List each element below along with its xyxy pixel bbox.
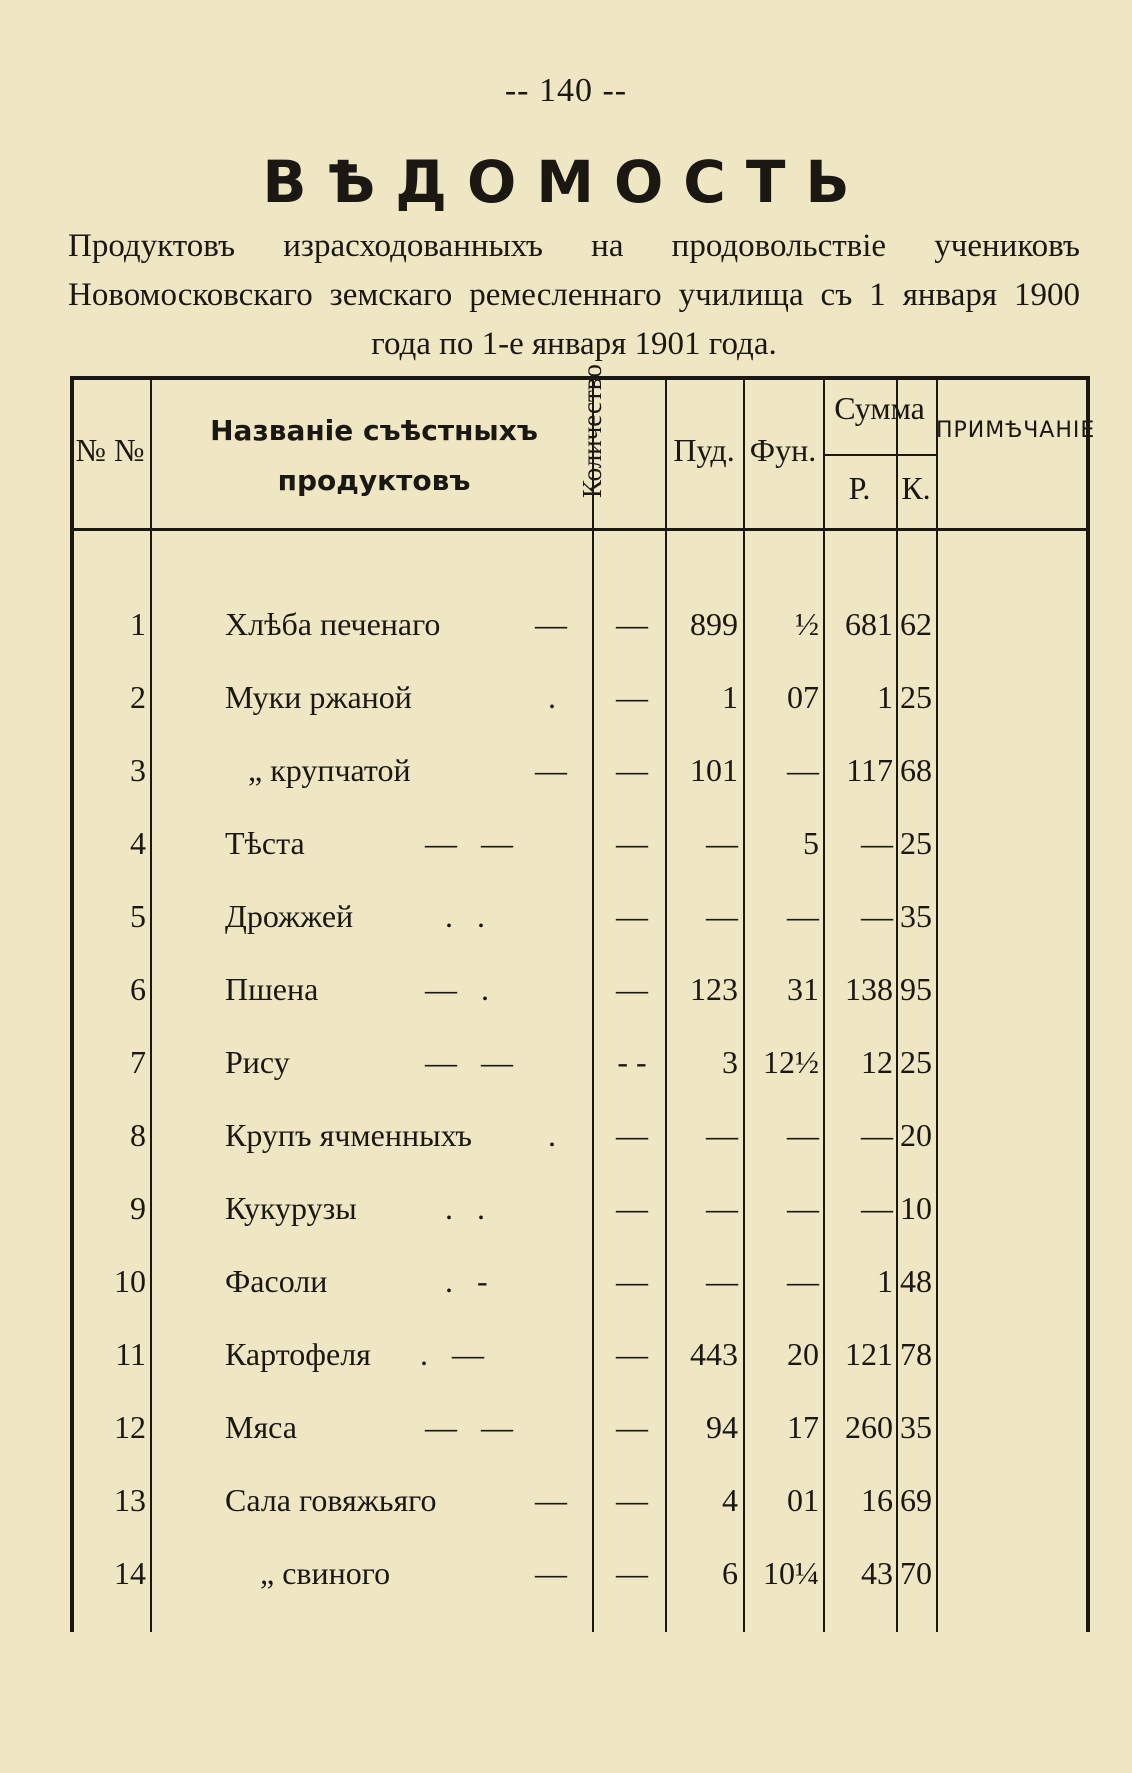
header-quantity-label: Количество	[577, 364, 607, 498]
rubles-value: —	[861, 825, 893, 861]
row-number: 12	[114, 1409, 146, 1445]
funt-value: 01	[787, 1482, 819, 1518]
filler: —	[535, 752, 567, 788]
product-name: Дрожжей	[225, 898, 354, 934]
pud-value: —	[706, 1263, 738, 1299]
row-number: 1	[130, 606, 146, 642]
funt-value: 10¼	[763, 1555, 819, 1591]
table-row	[70, 1188, 1090, 1228]
kopecks-value: 62	[900, 606, 932, 642]
table-row	[70, 1407, 1090, 1447]
provisions-table	[70, 364, 1096, 1632]
funt-value: —	[787, 1263, 819, 1299]
header-pud: Пуд.	[673, 432, 735, 468]
table-row	[70, 1480, 1090, 1520]
header-number: № №	[75, 432, 145, 468]
sum-header-divider	[823, 454, 936, 456]
filler: — —	[425, 1044, 513, 1080]
document-subtitle: Продуктовъ израсходованныхъ на продовольствіе учениковъ Новомосковскаго земскаго ремесленнаго училища съ 1 января 1900 года по 1-е января 1901 года.	[68, 228, 1080, 362]
funt-value: —	[787, 898, 819, 934]
filler: — —	[425, 1409, 513, 1445]
row-number: 4	[130, 825, 146, 861]
rubles-value: 117	[846, 752, 893, 788]
product-name: Рису	[225, 1044, 290, 1080]
funt-value: 5	[803, 825, 819, 861]
rubles-value: 1	[877, 1263, 893, 1299]
kopecks-value: 25	[900, 1044, 932, 1080]
header-note: ПРИМѢЧАНІЕ	[936, 418, 1096, 443]
table-row	[70, 750, 1090, 790]
quantity: —	[616, 1555, 648, 1591]
row-number: 3	[130, 752, 146, 788]
filler: . .	[445, 1190, 485, 1226]
product-name: Кукурузы	[225, 1190, 357, 1226]
product-name: Сала говяжьяго	[225, 1482, 437, 1518]
rubles-value: 16	[861, 1482, 893, 1518]
kopecks-value: 70	[900, 1555, 932, 1591]
quantity: —	[616, 1336, 648, 1372]
rubles-value: 681	[845, 606, 893, 642]
kopecks-value: 35	[900, 898, 932, 934]
quantity: —	[616, 1190, 648, 1226]
quantity: —	[616, 1409, 648, 1445]
filler: .	[548, 679, 556, 715]
header-kopecks: К.	[901, 470, 931, 506]
pud-value: 3	[722, 1044, 738, 1080]
filler: . —	[420, 1336, 484, 1372]
pud-value: —	[706, 825, 738, 861]
pud-value: 4	[722, 1482, 738, 1518]
row-number: 2	[130, 679, 146, 715]
table-row	[70, 1115, 1090, 1155]
row-number: 8	[130, 1117, 146, 1153]
table-row	[70, 604, 1090, 644]
row-number: 9	[130, 1190, 146, 1226]
product-name: Фасоли	[225, 1263, 328, 1299]
row-number: 11	[115, 1336, 146, 1372]
quantity: - -	[617, 1044, 647, 1080]
pud-value: 6	[722, 1555, 738, 1591]
filler: . .	[445, 898, 485, 934]
document-title: ВѢДОМОСТЬ	[262, 148, 870, 216]
product-name: Хлѣба печенаго	[225, 606, 441, 642]
quantity: —	[616, 1117, 648, 1153]
pud-value: 123	[690, 971, 738, 1007]
kopecks-value: 78	[900, 1336, 932, 1372]
rubles-value: 121	[845, 1336, 893, 1372]
quantity: —	[616, 825, 648, 861]
header-product-name: Названіе съѣстныхъ продуктовъ	[210, 414, 538, 497]
rubles-value: —	[861, 898, 893, 934]
pud-value: 1	[722, 679, 738, 715]
rubles-value: 1	[877, 679, 893, 715]
funt-value: —	[787, 1190, 819, 1226]
header-sum: Сумма	[834, 390, 925, 426]
quantity: —	[616, 1263, 648, 1299]
product-name: „ свиного	[260, 1555, 391, 1591]
filler: —	[535, 1555, 567, 1591]
quantity: —	[616, 606, 648, 642]
header-funt: Фун.	[749, 432, 817, 468]
row-number: 14	[114, 1555, 146, 1591]
funt-value: 12½	[763, 1044, 819, 1080]
product-name: Крупъ ячменныхъ	[225, 1117, 472, 1153]
quantity: —	[616, 752, 648, 788]
row-number: 10	[114, 1263, 146, 1299]
row-number: 13	[114, 1482, 146, 1518]
table-row	[70, 1553, 1090, 1593]
product-name: Муки ржаной	[225, 679, 412, 715]
header-rubles: Р.	[848, 470, 871, 506]
table-row	[70, 1261, 1090, 1301]
filler: —	[535, 606, 567, 642]
kopecks-value: 25	[900, 679, 932, 715]
kopecks-value: 69	[900, 1482, 932, 1518]
funt-value: 07	[787, 679, 819, 715]
rubles-value: 12	[861, 1044, 893, 1080]
rubles-value: —	[861, 1117, 893, 1153]
rubles-value: 43	[861, 1555, 893, 1591]
kopecks-value: 25	[900, 825, 932, 861]
pud-value: —	[706, 898, 738, 934]
product-name: Тѣста	[225, 825, 305, 861]
funt-value: 20	[787, 1336, 819, 1372]
rubles-value: 138	[845, 971, 893, 1007]
quantity: —	[616, 1482, 648, 1518]
funt-value: 31	[787, 971, 819, 1007]
kopecks-value: 68	[900, 752, 932, 788]
product-name: Картофеля	[225, 1336, 371, 1372]
funt-value: ½	[795, 606, 819, 642]
filler: . -	[445, 1263, 488, 1299]
funt-value: —	[787, 752, 819, 788]
quantity: —	[616, 898, 648, 934]
pud-value: —	[706, 1190, 738, 1226]
rubles-value: 260	[845, 1409, 893, 1445]
product-name: „ крупчатой	[248, 752, 411, 788]
table-row	[70, 677, 1090, 717]
pud-value: 94	[706, 1409, 738, 1445]
row-number: 5	[130, 898, 146, 934]
kopecks-value: 20	[900, 1117, 932, 1153]
rubles-value: —	[861, 1190, 893, 1226]
filler: .	[548, 1117, 556, 1153]
funt-value: 17	[787, 1409, 819, 1445]
kopecks-value: 48	[900, 1263, 932, 1299]
kopecks-value: 35	[900, 1409, 932, 1445]
kopecks-value: 95	[900, 971, 932, 1007]
pud-value: 443	[690, 1336, 738, 1372]
table-row	[70, 969, 1090, 1009]
row-number: 7	[130, 1044, 146, 1080]
product-name: Мяса	[225, 1409, 297, 1445]
table-row	[70, 1042, 1090, 1082]
quantity: —	[616, 679, 648, 715]
table-row	[70, 896, 1090, 936]
row-number: 6	[130, 971, 146, 1007]
kopecks-value: 10	[900, 1190, 932, 1226]
pud-value: 899	[690, 606, 738, 642]
pud-value: —	[706, 1117, 738, 1153]
product-name: Пшена	[225, 971, 319, 1007]
table-row	[70, 1334, 1090, 1374]
pud-value: 101	[690, 752, 738, 788]
table-row	[70, 823, 1090, 863]
page-number: -- 140 --	[504, 72, 628, 109]
funt-value: —	[787, 1117, 819, 1153]
quantity: —	[616, 971, 648, 1007]
filler: —	[535, 1482, 567, 1518]
filler: — .	[425, 971, 489, 1007]
filler: — —	[425, 825, 513, 861]
